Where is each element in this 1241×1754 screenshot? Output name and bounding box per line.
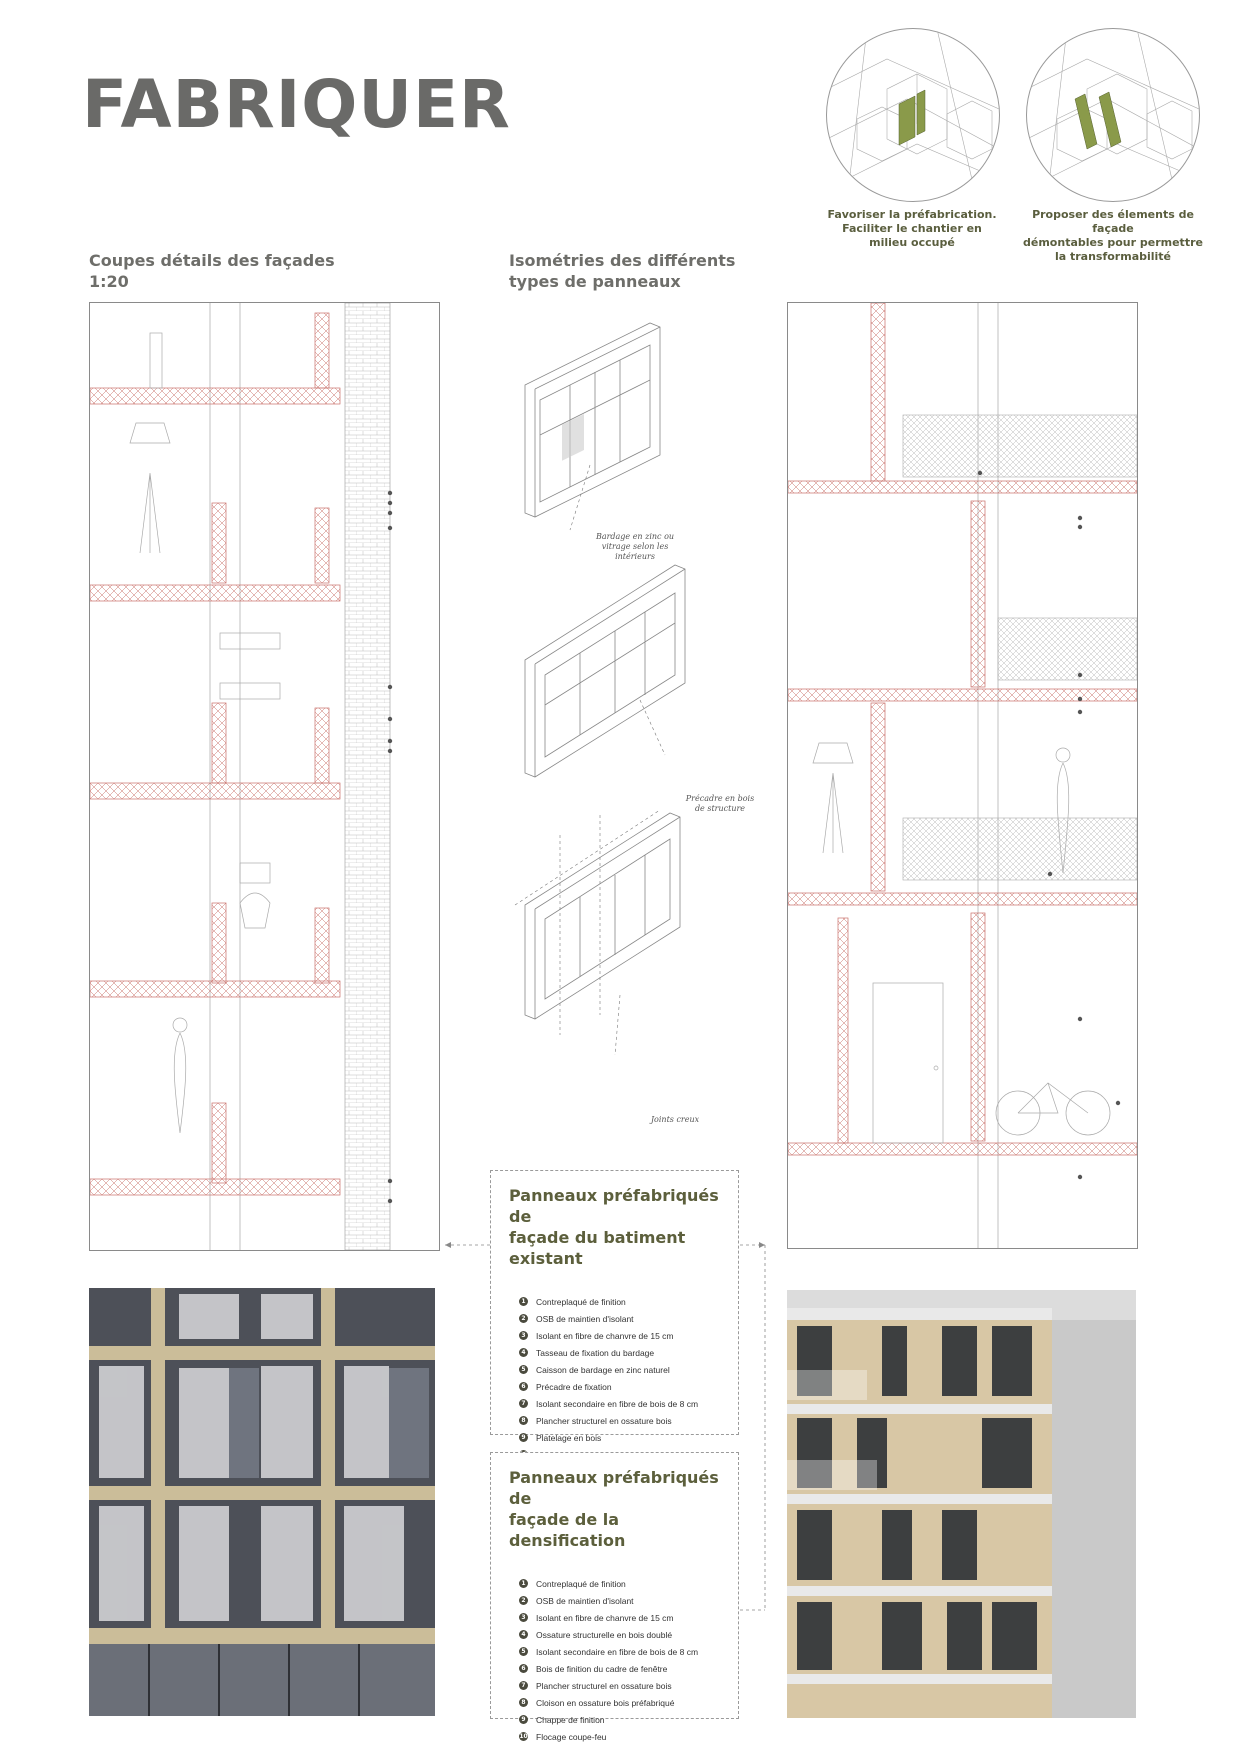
legend-existing-title [509, 1185, 738, 1269]
legend-item [519, 1344, 738, 1361]
legend-item-text: OSB de maintien d'isolant [536, 1313, 634, 1324]
legend-item-text: Contreplaqué de finition [536, 1296, 626, 1307]
legend-item-text: Contreplaqué de finition [536, 1578, 626, 1589]
legend-item [519, 1711, 738, 1728]
legend-item-text: Ossature structurelle en bois doublé [536, 1629, 673, 1640]
legend-item-text: Chappe de finition [536, 1714, 605, 1725]
caption-prefabrication-line: milieu occupé [869, 236, 955, 249]
legend-item-text: Isolant en fibre de chanvre de 15 cm [536, 1612, 674, 1623]
legend-densification-panel [490, 1452, 739, 1742]
section-title-isometries [509, 250, 735, 292]
legend-item [519, 1412, 738, 1429]
caption-prefabrication-line: Faciliter le chantier en [842, 222, 982, 235]
iso-note-line: Précadre en bois [685, 794, 755, 803]
legend-number-badge: 9 [519, 1433, 528, 1442]
legend-existing-list [519, 1293, 738, 1463]
section-title-coupes [89, 250, 335, 292]
legend-number-badge: 5 [519, 1365, 528, 1374]
facade-section-existing [89, 302, 440, 1251]
legend-title-line: façade du batiment existant [509, 1228, 686, 1268]
legend-item-text: Plancher structurel en ossature bois [536, 1415, 672, 1426]
iso-note-line: vitrage selon les [601, 542, 669, 551]
legend-item [519, 1327, 738, 1344]
legend-item [519, 1361, 738, 1378]
iso-note-precadre [670, 794, 770, 814]
iso-note-line: intérieurs [615, 552, 655, 561]
section-title-isometries-line1: Isométries des différents [509, 251, 736, 270]
render-densification-facade [787, 1290, 1136, 1718]
legend-number-badge: 2 [519, 1314, 528, 1323]
legend-number-badge: 7 [519, 1399, 528, 1408]
legend-number-badge: 7 [519, 1681, 528, 1690]
legend-item-text: Caisson de bardage en zinc naturel [536, 1364, 670, 1375]
legend-item [519, 1395, 738, 1412]
legend-item [519, 1728, 738, 1745]
legend-densification-title [509, 1467, 738, 1551]
caption-demountable [1010, 208, 1216, 264]
section-title-isometries-line2: types de panneaux [509, 272, 681, 291]
legend-item-text: Plancher structurel en ossature bois [536, 1680, 672, 1691]
legend-item-text: Bois de finition du cadre de fenêtre [536, 1663, 668, 1674]
legend-item-text: Tasseau de fixation du bardage [536, 1347, 655, 1358]
facade-section-densification [787, 302, 1138, 1249]
legend-item [519, 1592, 738, 1609]
legend-item-text: Isolant secondaire en fibre de bois de 8 cm [536, 1398, 699, 1409]
legend-item-text: Platelage en bois [536, 1432, 602, 1443]
legend-number-badge: 2 [519, 1596, 528, 1605]
legend-item [519, 1609, 738, 1626]
legend-item-text: OSB de maintien d'isolant [536, 1595, 634, 1606]
iso-note-line: de structure [694, 804, 746, 813]
site-diagram-demountable [1026, 28, 1200, 202]
iso-note-cladding [585, 532, 685, 562]
legend-item-text: Cloison en ossature bois préfabriqué [536, 1697, 675, 1708]
caption-demountable-line: Proposer des élements de façade [1032, 208, 1194, 235]
legend-number-badge: 9 [519, 1715, 528, 1724]
legend-item-text: Isolant secondaire en fibre de bois de 8 cm [536, 1646, 699, 1657]
legend-number-badge: 4 [519, 1348, 528, 1357]
legend-item [519, 1677, 738, 1694]
legend-existing-panel [490, 1170, 739, 1443]
legend-number-badge: 10 [519, 1733, 528, 1740]
legend-item [519, 1660, 738, 1677]
iso-note-line: Bardage en zinc ou [595, 532, 675, 541]
legend-item-text: Précadre de fixation [536, 1381, 612, 1392]
legend-title-line: Panneaux préfabriqués de [509, 1186, 719, 1226]
legend-number-badge: 5 [519, 1647, 528, 1656]
legend-number-badge: 3 [519, 1613, 528, 1622]
iso-note-line: Joints creux [650, 1115, 700, 1124]
iso-note-joints [625, 1115, 725, 1125]
legend-number-badge: 1 [519, 1297, 528, 1306]
caption-prefabrication-line: Favoriser la préfabrication. [827, 208, 997, 221]
page-title: FABRIQUER [82, 66, 511, 143]
isometric-panels [500, 315, 700, 1075]
legend-number-badge: 6 [519, 1664, 528, 1673]
legend-number-badge: 8 [519, 1698, 528, 1707]
site-diagram-prefabrication [826, 28, 1000, 202]
legend-title-line: Panneaux préfabriqués de [509, 1468, 719, 1508]
legend-number-badge: 3 [519, 1331, 528, 1340]
render-existing-facade [89, 1288, 435, 1716]
legend-number-badge: 8 [519, 1416, 528, 1425]
legend-item [519, 1429, 738, 1446]
legend-item-text: Flocage coupe-feu [536, 1731, 607, 1742]
caption-demountable-line: démontables pour permettre [1023, 236, 1203, 249]
legend-item-text: Isolant en fibre de chanvre de 15 cm [536, 1330, 674, 1341]
legend-item [519, 1575, 738, 1592]
legend-number-badge: 6 [519, 1382, 528, 1391]
legend-item [519, 1293, 738, 1310]
legend-number-badge: 1 [519, 1579, 528, 1588]
caption-prefabrication [820, 208, 1004, 250]
section-title-coupes-line2: 1:20 [89, 272, 129, 291]
legend-densification-list [519, 1575, 738, 1745]
legend-item [519, 1694, 738, 1711]
legend-title-line: façade de la densification [509, 1510, 626, 1550]
section-title-coupes-line1: Coupes détails des façades [89, 251, 335, 270]
caption-demountable-line: la transformabilité [1054, 250, 1172, 263]
legend-item [519, 1310, 738, 1327]
legend-number-badge: 4 [519, 1630, 528, 1639]
legend-item [519, 1626, 738, 1643]
legend-item [519, 1643, 738, 1660]
legend-item [519, 1378, 738, 1395]
